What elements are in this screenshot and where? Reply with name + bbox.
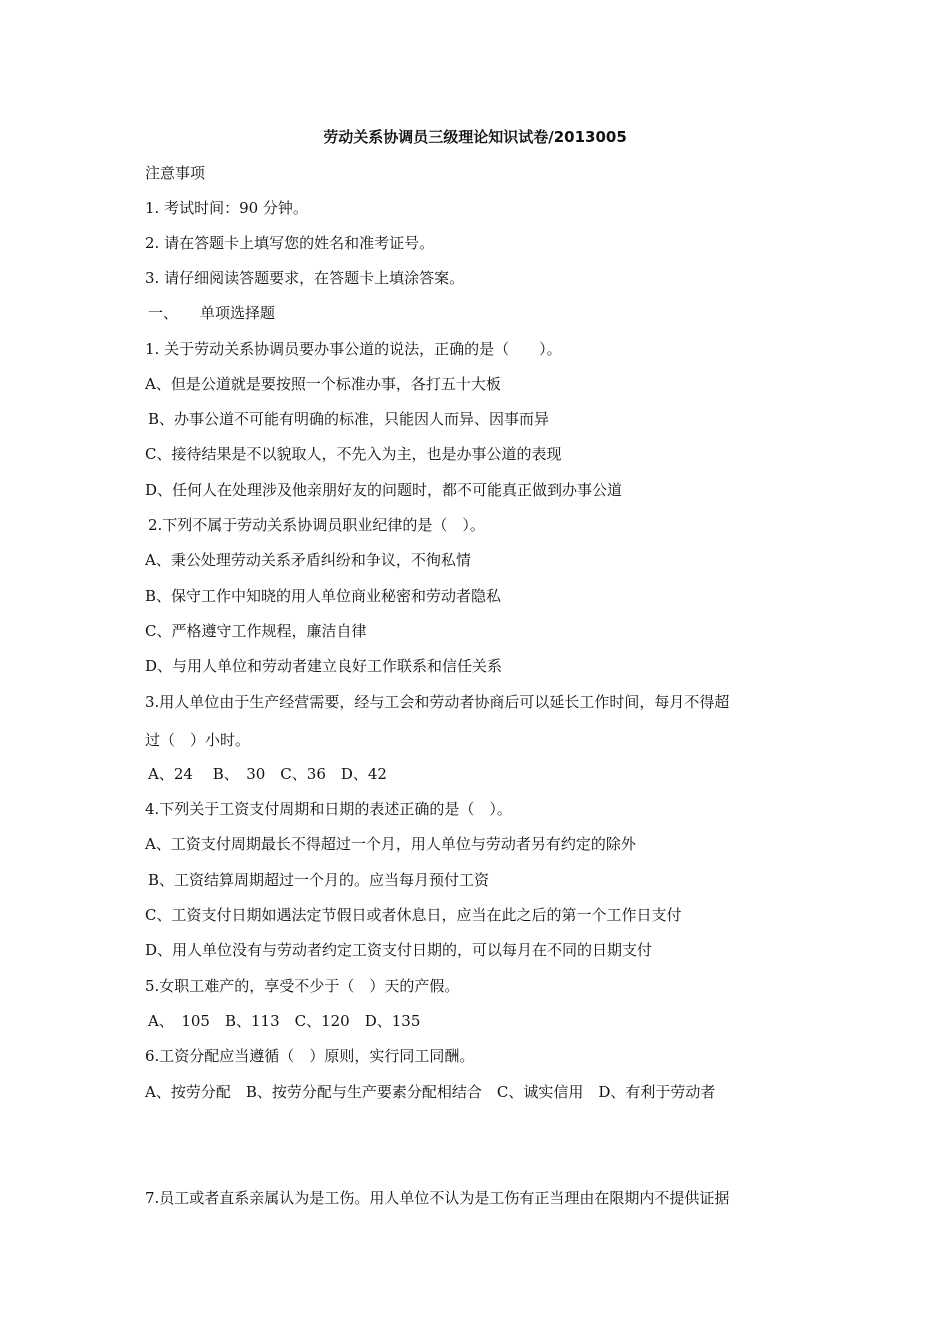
question-6-stem: 6.工资分配应当遵循（ ）原则，实行同工同酬。 xyxy=(145,1047,475,1065)
question-4-option-b: B、工资结算周期超过一个月的。应当每月预付工资 xyxy=(148,871,490,889)
question-7-stem-line-1: 7.员工或者直系亲属认为是工伤。用人单位不认为是工伤有正当理由在限期内不提供证据 xyxy=(145,1189,730,1207)
question-1-option-d: D、任何人在处理涉及他亲朋好友的问题时，都不可能真正做到办事公道 xyxy=(145,481,623,499)
document-title: 劳动关系协调员三级理论知识试卷/2013005 xyxy=(323,128,627,146)
note-item-3: 3. 请仔细阅读答题要求，在答题卡上填涂答案。 xyxy=(145,269,465,287)
question-4-option-c: C、工资支付日期如遇法定节假日或者休息日，应当在此之后的第一个工作日支付 xyxy=(145,906,682,924)
notes-heading: 注意事项 xyxy=(145,164,206,182)
question-4-option-a: A、工资支付周期最长不得超过一个月，用人单位与劳动者另有约定的除外 xyxy=(145,835,636,853)
question-2-option-b: B、保守工作中知晓的用人单位商业秘密和劳动者隐私 xyxy=(145,587,502,605)
question-3-options: A、24 B、 30 C、36 D、42 xyxy=(148,765,387,783)
section-heading xyxy=(148,303,275,323)
question-2-option-c: C、严格遵守工作规程，廉洁自律 xyxy=(145,622,367,640)
question-2-stem: 2.下列不属于劳动关系协调员职业纪律的是（ ）。 xyxy=(148,516,485,534)
note-item-2: 2. 请在答题卡上填写您的姓名和准考证号。 xyxy=(145,234,435,252)
question-4-option-d: D、用人单位没有与劳动者约定工资支付日期的，可以每月在不同的日期支付 xyxy=(145,941,653,959)
section-label: 单项选择题 xyxy=(200,304,276,322)
question-1-option-c: C、接待结果是不以貌取人，不先入为主，也是办事公道的表现 xyxy=(145,445,562,463)
question-1-stem: 1. 关于劳动关系协调员要办事公道的说法，正确的是（ ）。 xyxy=(145,340,562,358)
question-4-stem: 4.下列关于工资支付周期和日期的表述正确的是（ ）。 xyxy=(145,800,512,818)
question-3-stem-line-2: 过（ ）小时。 xyxy=(145,731,251,749)
note-item-1: 1. 考试时间：90 分钟。 xyxy=(145,199,308,217)
question-6-options: A、按劳分配 B、按劳分配与生产要素分配相结合 C、诚实信用 D、有利于劳动者 xyxy=(145,1083,716,1101)
question-5-options: A、 105 B、113 C、120 D、135 xyxy=(148,1012,421,1030)
question-2-option-d: D、与用人单位和劳动者建立良好工作联系和信任关系 xyxy=(145,657,503,675)
question-1-option-a: A、但是公道就是要按照一个标准办事，各打五十大板 xyxy=(145,375,501,393)
question-3-stem-line-1: 3.用人单位由于生产经营需要，经与工会和劳动者协商后可以延长工作时间，每月不得超 xyxy=(145,693,730,711)
question-1-option-b: B、办事公道不可能有明确的标准，只能因人而异、因事而异 xyxy=(148,410,550,428)
section-number: 一、 xyxy=(148,304,179,322)
question-2-option-a: A、秉公处理劳动关系矛盾纠纷和争议，不徇私情 xyxy=(145,551,471,569)
question-5-stem: 5.女职工难产的，享受不少于（ ）天的产假。 xyxy=(145,977,460,995)
